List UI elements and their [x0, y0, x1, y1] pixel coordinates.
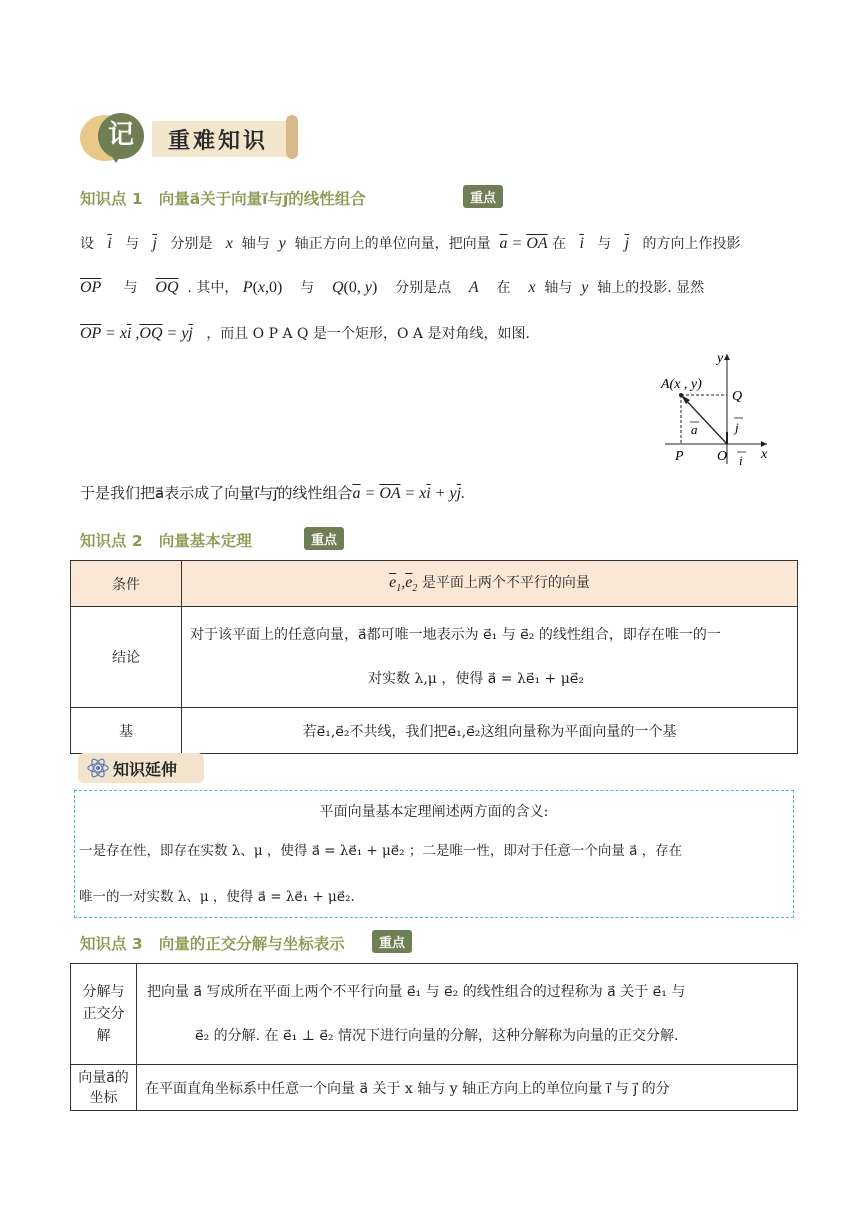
y-axis-arrow [724, 354, 730, 360]
row-label: 基 [71, 708, 182, 754]
row-content: 若e⃗₁,e⃗₂不共线，我们把e⃗₁,e⃗₂这组向量称为平面向量的一个基 [182, 708, 798, 754]
kp1-paragraph-line3 [80, 323, 530, 343]
math-p: P [242, 279, 253, 296]
text: 分别是 [170, 236, 213, 252]
math-j: $\overline{j}$ [152, 235, 157, 252]
text: 轴正方向上的单位向量，把向量 [294, 236, 491, 252]
extension-heading: 平面向量基本定理阐述两方面的含义: [319, 804, 549, 820]
math-y: y [581, 279, 589, 296]
content-line: e⃗₂ 的分解. 在 e⃗₁ ⊥ e⃗₂ 情况下进行向量的分解，这种分解称为向量的正交分解. [195, 1028, 679, 1044]
section-title: 重难知识 [168, 129, 269, 154]
row-content [182, 607, 798, 708]
kp3-table [70, 963, 798, 1111]
kp1-title: 向量a⃗关于向量i⃗与j⃗的线性组合 [158, 190, 366, 208]
extension-tag [78, 753, 204, 783]
math-j: $\overline{j}$ [624, 235, 630, 252]
text: 的方向上作投影 [642, 236, 741, 252]
math-e1-e2: $\overline{e}_1,\overline{e}_2$ [389, 574, 418, 595]
kp1-badge: 重点 [463, 185, 503, 208]
scroll-roll [286, 115, 298, 159]
kp2-heading [80, 529, 252, 551]
label-P: P [675, 449, 684, 464]
kp1-paragraph-line2: $\overline{OP}$ 与 $\overline{OQ}$ . 其中， P(x,0) 与 Q(0, y) 分别是点 A 在 x 轴与 y 轴上的投影. 显然 [80, 279, 705, 296]
content-line: 对于该平面上的任意向量，a⃗都可唯一地表示为 e⃗₁ 与 e⃗₂ 的线性组合，即存在唯一的一 [190, 627, 721, 643]
text: 与 [125, 236, 140, 252]
row-content: 在平面直角坐标系中任意一个向量 a⃗ 关于 x 轴与 y 轴正方向上的单位向量 i⃗ 与 j⃗ 的分 [137, 1065, 798, 1111]
text: 与 [300, 280, 315, 296]
point-a [679, 393, 683, 397]
coordinate-figure [655, 348, 775, 468]
math-y: y [278, 235, 286, 252]
kp2-title: 向量基本定理 [158, 532, 252, 550]
table-row [71, 607, 798, 708]
text: 轴与 [241, 236, 270, 252]
table-row [71, 1065, 798, 1111]
math-x: x [225, 235, 233, 252]
extension-line1: 一是存在性，即存在实数 λ、μ ，使得 a⃗ = λe⃗₁ + μe⃗₂ ；二是唯一性，即对于任意一个向量 a⃗ ，存在 [79, 843, 683, 859]
label-A: A(x , y) [661, 377, 702, 392]
content-line: 对实数 λ,μ ，使得 a⃗ = λe⃗₁ + μe⃗₂ [368, 671, 585, 687]
row-content [182, 561, 798, 607]
extension-box [74, 790, 794, 918]
label-j: j [735, 420, 739, 435]
label-O: O [717, 449, 728, 464]
kp3-title: 向量的正交分解与坐标表示 [158, 935, 345, 953]
math-q: Q [331, 279, 344, 296]
math-oq: $\overline{OQ}$ [155, 279, 179, 296]
math-x: x [528, 279, 536, 296]
math-a-eq-oa: $\overline{a} = \overline{OA}$ [499, 235, 548, 252]
kp1-paragraph-line1 [80, 233, 740, 253]
row-label: 条件 [71, 561, 182, 607]
label-a: a [691, 422, 698, 437]
table-row [71, 964, 798, 1065]
label-i: i [739, 453, 743, 468]
banner-badge: 记 [98, 113, 144, 159]
extension-line2: 唯一的一对实数 λ、μ ，使得 a⃗ = λe⃗₁ + μe⃗₂. [79, 889, 355, 905]
row-label: 结论 [71, 607, 182, 708]
math-conclusion: $\overline{a} = \overline{OA} = x\overline{i} + y\overline{j}$. [352, 485, 466, 502]
text: ，而且 O P A Q 是一个矩形，O A 是对角线，如图. [206, 326, 530, 342]
label-x: x [761, 447, 768, 462]
kp1-heading [80, 187, 366, 209]
kp3-heading [80, 932, 345, 954]
text: 与 [597, 236, 612, 252]
text: 与 [123, 280, 138, 296]
row-content [137, 964, 798, 1065]
text: 在 [552, 236, 567, 252]
content-line: 把向量 a⃗ 写成所在平面上两个不平行向量 e⃗₁ 与 e⃗₂ 的线性组合的过程称为 a⃗ 关于 e⃗₁ 与 [147, 984, 686, 1000]
math-A: A [468, 279, 479, 296]
extension-title: 知识延伸 [113, 760, 178, 779]
text: 轴与 [544, 280, 573, 296]
kp2-table [70, 560, 798, 754]
text: 设 [80, 236, 94, 252]
kp1-number: 知识点 1 [80, 190, 143, 208]
text: 于是我们把a⃗表示成了向量i⃗与j⃗的线性组合 [80, 484, 353, 502]
kp2-badge: 重点 [304, 527, 344, 550]
math-op: $\overline{OP}$ [80, 279, 102, 296]
label-Q: Q [732, 389, 743, 404]
kp3-number: 知识点 3 [80, 935, 143, 953]
text: 分别是点 [395, 280, 452, 296]
text: . 其中， [187, 280, 239, 296]
kp1-conclusion [80, 482, 465, 503]
table-row [71, 708, 798, 754]
text: 轴上的投影. 显然 [597, 280, 705, 296]
row-label: 向量a⃗的坐标 [71, 1065, 137, 1111]
kp2-number: 知识点 2 [80, 532, 143, 550]
section-banner [80, 113, 300, 163]
row-label: 分解与正交分解 [71, 964, 137, 1065]
kp3-badge: 重点 [372, 930, 412, 953]
atom-icon [87, 757, 109, 779]
math-i: $\overline{i}$ [579, 235, 584, 252]
label-y: y [717, 351, 724, 366]
math-i: $\overline{i}$ [107, 235, 112, 252]
vector-oa [682, 396, 727, 444]
text: 在 [496, 280, 511, 296]
text: 是平面上两个不平行的向量 [421, 575, 590, 592]
math-op-oq-eq: $\overline{OP} = x\overline{i}$ $,\overline{OQ} = y\overline{j}$ [80, 325, 193, 342]
table-row [71, 561, 798, 607]
